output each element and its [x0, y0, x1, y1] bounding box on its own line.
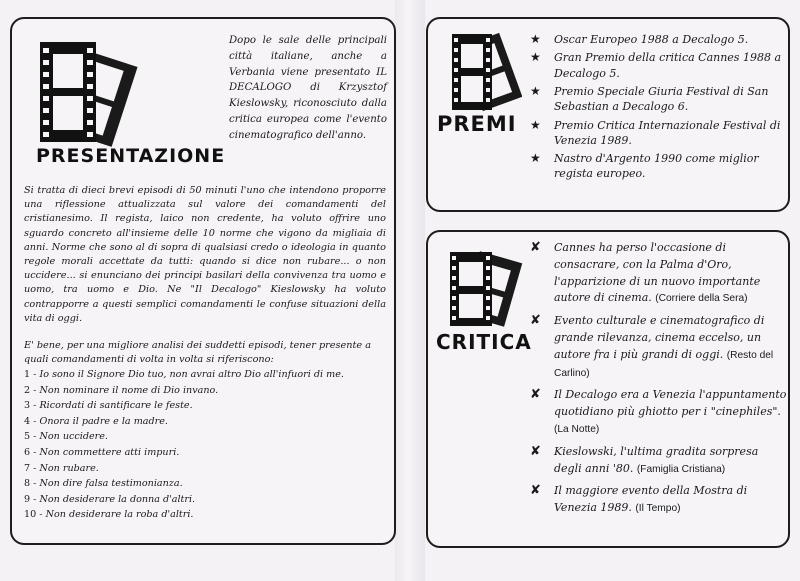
list-item: ★ Gran Premio della critica Cannes 1988 a Decalogo 5.: [530, 50, 781, 80]
list-item: ✘ Cannes ha perso l'occasione di consacrare, con la Palma d'Oro, l'apparizione di un nuovo importante autore di cinema. (Corriere della Sera): [530, 240, 761, 305]
list-item: ★ Nastro d'Argento 1990 come miglior regista europeo.: [530, 151, 759, 181]
premi-title: PREMI: [437, 112, 517, 136]
presentazione-intro: Dopo le sale delle principali città italiane, anche a Verbania viene presentato IL DECALOGO di Krzysztof Kieslowsky, riconosciuto dalla critica europea come l'evento cinematografico dell'anno.: [229, 35, 387, 141]
list-item: 1 - Io sono il Signore Dio tuo, non avrai altro Dio all'infuori di me.: [24, 369, 344, 380]
film-reel-logo-icon: [444, 24, 522, 116]
film-reel-logo-icon: [34, 38, 146, 148]
list-item: ✘ Il Decalogo era a Venezia l'appuntamento quotidiano più ghiotto per i "cinephiles". (La Notte): [530, 387, 787, 435]
list-item: 8 - Non dire falsa testimonianza.: [24, 478, 183, 490]
cross-bullet-icon: ✘: [530, 240, 541, 255]
star-icon: ★: [530, 50, 541, 65]
list-item: ✘ Evento culturale e cinematografico di grande rilevanza, cinema eccelso, un autore fra i più grandi di oggi. (Resto del Carlino): [530, 313, 774, 379]
star-icon: ★: [530, 117, 541, 132]
cross-bullet-icon: ✘: [530, 443, 541, 459]
cross-bullet-icon: ✘: [530, 313, 541, 329]
critica-title: CRITICA: [436, 330, 532, 354]
cross-bullet-icon: ✘: [530, 483, 541, 499]
page-fold: [395, 0, 425, 581]
film-reel-logo-icon: [440, 244, 524, 332]
cross-bullet-icon: ✘: [530, 387, 541, 403]
list-item: 10 - Non desiderare la roba d'altri.: [24, 509, 194, 521]
list-item: 6 - Non commettere atti impuri.: [24, 446, 180, 458]
list-item: ★ Premio Speciale Giuria Festival di San Sebastian a Decalogo 6.: [530, 83, 769, 114]
list-item: ★ Oscar Europeo 1988 a Decalogo 5.: [530, 32, 749, 46]
list-item: 4 - Onora il padre e la madre.: [24, 415, 168, 427]
reviews-list: [530, 240, 788, 523]
star-icon: ★: [530, 83, 541, 98]
list-item: ✘ Il maggiore evento della Mostra di Venezia 1989. (Il Tempo): [530, 483, 748, 515]
commandments-list: [24, 367, 386, 523]
list-item: ★ Premio Critica Internazionale Festival di Venezia 1989.: [530, 117, 781, 147]
list-item: ✘ Kieslowski, l'ultima gradita sorpresa degli anni '80. (Famiglia Cristiana): [530, 443, 759, 475]
awards-list: [530, 32, 785, 185]
list-item: 9 - Non desiderare la donna d'altri.: [24, 493, 196, 505]
presentazione-title: PRESENTAZIONE: [36, 145, 226, 167]
star-icon: ★: [530, 151, 541, 166]
presentazione-paragraph: Si tratta di dieci brevi episodi di 50 minuti l'uno che intendono proporre una riflessione attualizzata sul valore dei comandamenti del cristianesimo. Il regista, laico non credente, ha voluto offrire uno sguardo concreto all'insieme delle 10 norme che vigono da migliaia di anni. Norme che sono al di sopra di qualsiasi credo o ideologia in quanto regole morali accettate da tutti: quando si dice non rubare... o non uccidere... si enunciano dei principi basilari della convivenza tra uomo e uomo, tra uomo e Dio. Ne "Il Decalogo" Kieslowsky ha voluto contrapporre a questi semplici comandamenti le confuse situazioni della vita di oggi.: [24, 185, 386, 324]
star-icon: ★: [530, 32, 541, 46]
list-item: 5 - Non uccidere.: [24, 431, 108, 443]
list-item: 2 - Non nominare il nome di Dio invano.: [24, 384, 219, 396]
commandments-intro: E' bene, per una migliore analisi dei suddetti episodi, tener presente a quali comandamenti di volta in volta si riferiscono:: [24, 340, 371, 366]
list-item: 3 - Ricordati di santificare le feste.: [24, 400, 193, 412]
list-item: 7 - Non rubare.: [24, 462, 99, 474]
